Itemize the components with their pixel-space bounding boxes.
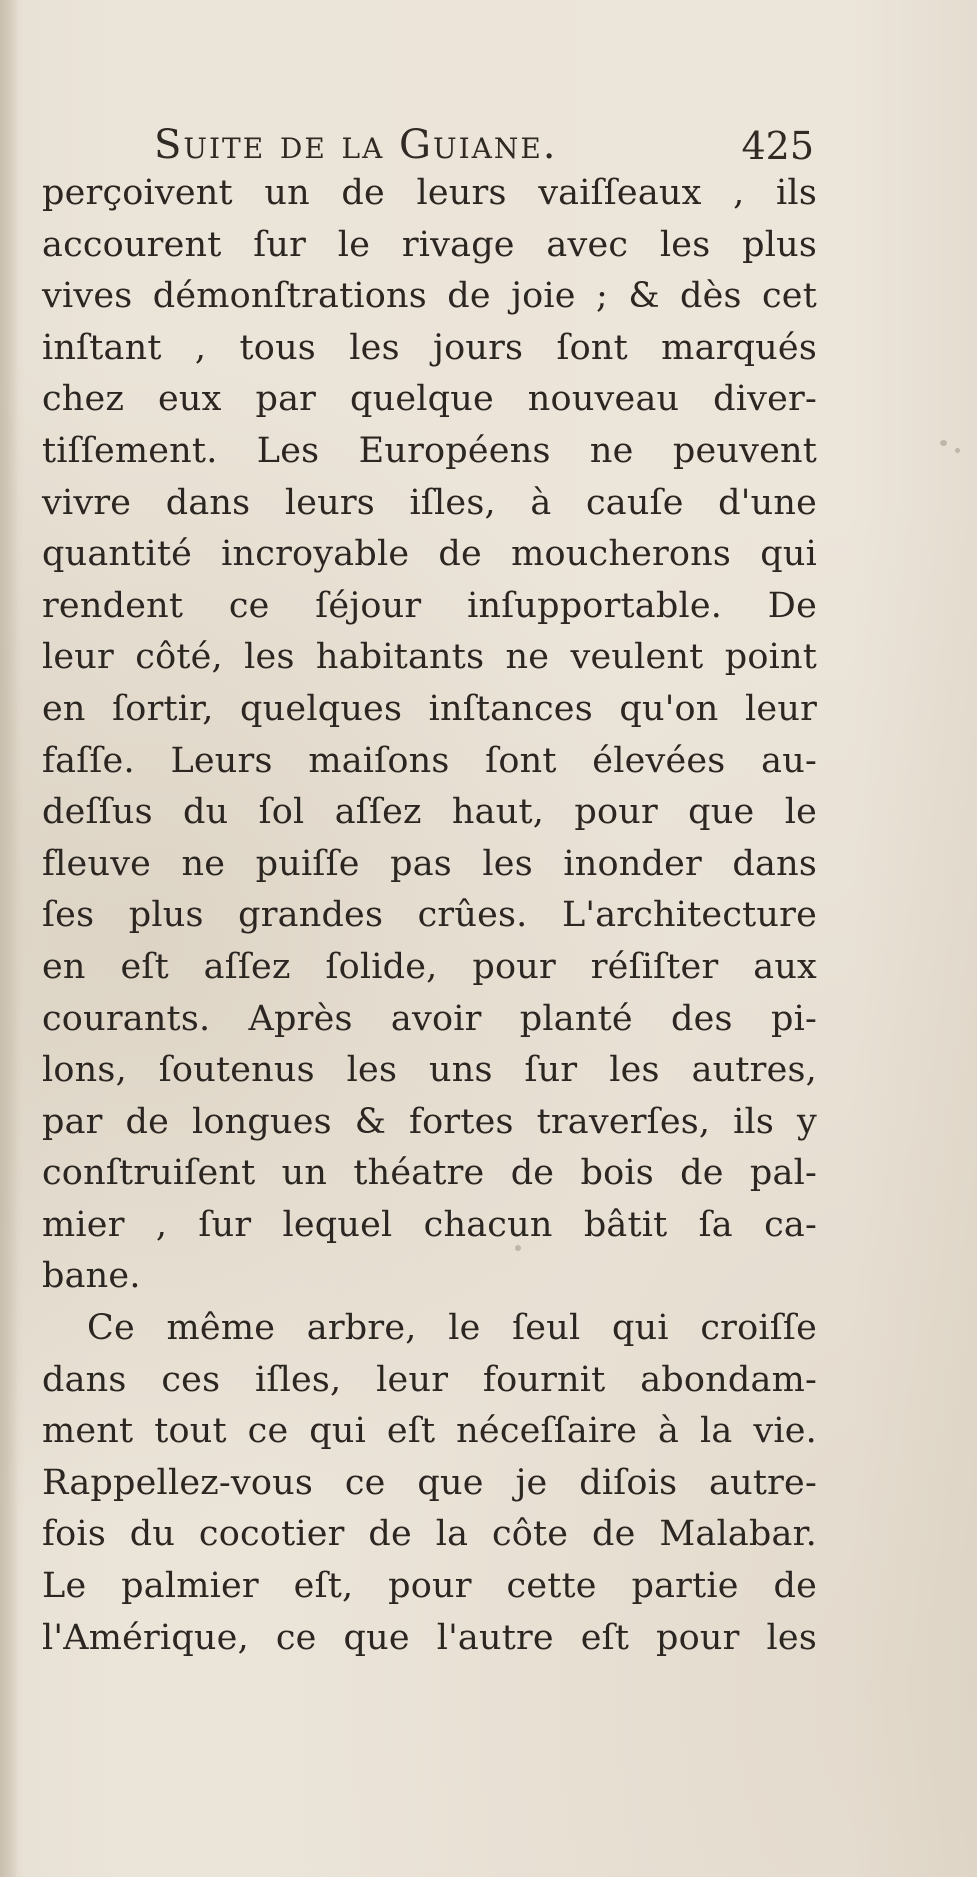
text-line: leur côté, les habitants ne veulent point: [42, 637, 817, 678]
paragraph-end-line: bane.: [42, 1256, 141, 1297]
text-line: quantité incroyable de moucherons qui: [42, 534, 817, 575]
text-line: vives démonſtrations de joie ; & dès cet: [42, 276, 817, 317]
text-line: en ſortir, quelques inſtances qu'on leur: [42, 688, 817, 729]
foxing-spot: [515, 1245, 521, 1251]
text-line: courants. Après avoir planté des pi-: [42, 998, 817, 1039]
body-text: [42, 168, 817, 1664]
text-line: deſſus du ſol aſſez haut, pour que le: [42, 792, 817, 833]
text-line: Le palmier eſt, pour cette partie de: [42, 1566, 817, 1607]
text-line: mier , ſur lequel chacun bâtit ſa ca-: [42, 1204, 817, 1245]
paragraph-start-line: Ce même arbre, le ſeul qui croiſſe: [87, 1308, 817, 1349]
text-line: Rappellez-vous ce que je diſois autre-: [42, 1462, 817, 1503]
running-title: Suite de la Guiane.: [154, 122, 558, 168]
text-line: fleuve ne puiſſe pas les inonder dans: [42, 843, 817, 884]
text-line: vivre dans leurs iſles, à cauſe d'une: [42, 482, 817, 523]
text-line: par de longues & fortes traverſes, ils y: [42, 1101, 817, 1142]
foxing-spot: [955, 448, 960, 453]
text-line: dans ces iſles, leur fournit abondam-: [42, 1359, 817, 1400]
text-line: perçoivent un de leurs vaiſſeaux , ils: [42, 173, 817, 213]
text-line: chez eux par quelque nouveau diver-: [42, 379, 817, 420]
text-line: fois du cocotier de la côte de Malabar.: [42, 1514, 817, 1555]
text-line: conſtruiſent un théatre de bois de pal-: [42, 1153, 817, 1194]
text-line: rendent ce ſéjour inſupportable. De: [42, 585, 817, 626]
text-line: tiſſement. Les Européens ne peuvent: [42, 430, 817, 471]
foxing-spot: [940, 440, 947, 446]
text-line: ſes plus grandes crûes. L'architecture: [42, 895, 817, 936]
text-line: l'Amérique, ce que l'autre eſt pour les: [42, 1617, 817, 1658]
text-line: en eſt aſſez ſolide, pour réſiſter aux: [42, 946, 817, 987]
text-line: ment tout ce qui eſt néceſſaire à la vie.: [42, 1411, 817, 1452]
text-line: faſſe. Leurs maiſons ſont élevées au-: [42, 740, 817, 781]
text-line: inſtant , tous les jours ſont marqués: [42, 327, 817, 368]
text-line: lons, ſoutenus les uns ſur les autres,: [42, 1050, 817, 1091]
text-line: accourent ſur le rivage avec les plus: [42, 224, 817, 265]
page-number: 425: [741, 124, 814, 168]
page-gutter-shadow: [0, 0, 18, 1877]
